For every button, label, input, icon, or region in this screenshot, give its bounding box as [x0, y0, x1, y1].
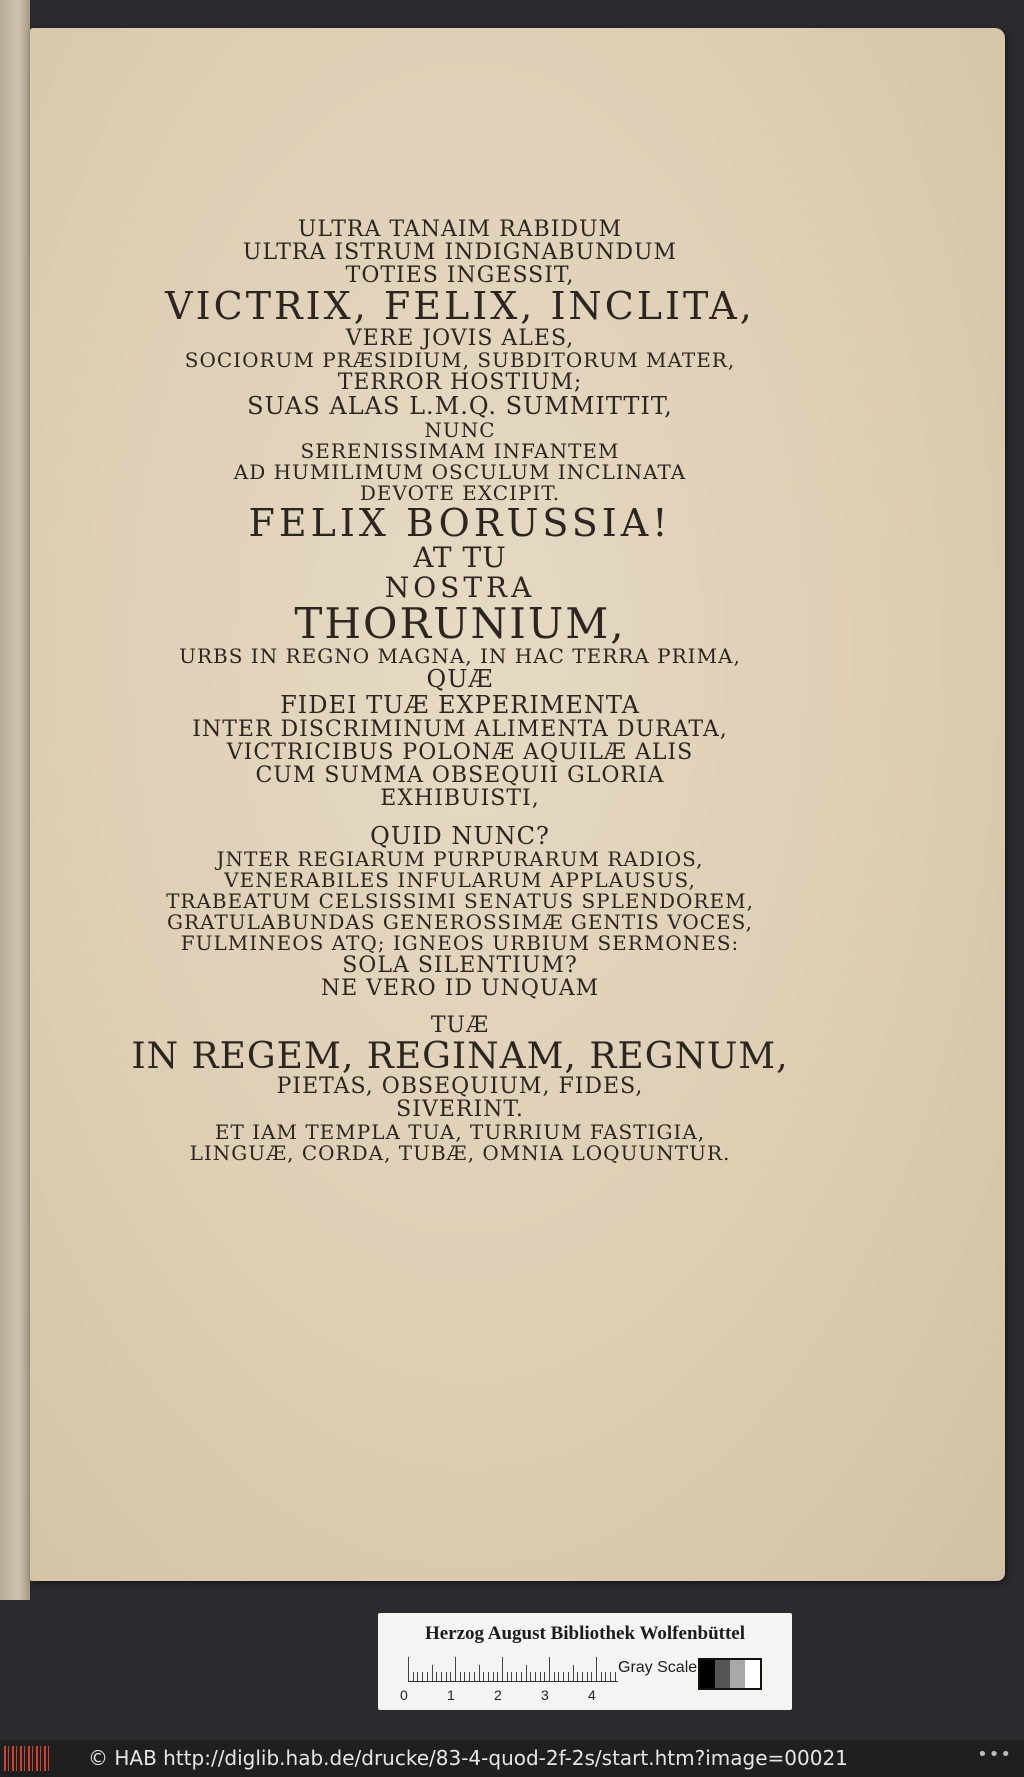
document-page — [30, 28, 1005, 1581]
ruler-tick — [474, 1672, 475, 1681]
ruler-tick — [582, 1672, 583, 1681]
text-line: FELIX BORUSSIA! — [248, 500, 672, 545]
text-line: AT TU — [413, 541, 507, 575]
text-line: INTER DISCRIMINUM ALIMENTA DURATA, — [192, 716, 728, 742]
text-line: ULTRA TANAIM RABIDUM — [297, 217, 623, 242]
ruler-tick — [422, 1672, 423, 1681]
text-line: SERENISSIMAM INFANTEM — [300, 438, 620, 463]
footer-url[interactable]: © HAB http://diglib.hab.de/drucke/83-4-quod-2f-2s/start.htm?image=00021 — [88, 1746, 848, 1770]
ruler-tick — [502, 1657, 503, 1681]
ruler-tick — [605, 1672, 606, 1681]
text-line: SOCIORUM PRÆSIDIUM, SUBDITORUM MATER, — [184, 348, 736, 373]
ruler-tick — [573, 1665, 574, 1681]
ruler-tick — [563, 1672, 564, 1681]
library-name: Herzog August Bibliothek Wolfenbüttel — [424, 1623, 746, 1644]
ruler-number: 4 — [588, 1687, 596, 1703]
ruler-tick — [488, 1672, 489, 1681]
text-line: VICTRIX, FELIX, INCLITA, — [165, 284, 755, 329]
ruler-tick — [554, 1672, 555, 1681]
text-line: TUÆ — [430, 1013, 490, 1039]
ruler-tick — [535, 1672, 536, 1681]
ruler-tick — [526, 1665, 527, 1681]
ruler-tick — [549, 1657, 550, 1681]
text-line: CUM SUMMA OBSEQUII GLORIA — [255, 762, 665, 788]
ruler-tick — [587, 1672, 588, 1681]
gray-patch — [730, 1660, 745, 1688]
ruler-tick — [601, 1672, 602, 1681]
ruler-tick — [455, 1657, 456, 1681]
text-line: QUID NUNC? — [370, 822, 550, 851]
text-line: VERE JOVIS ALES, — [345, 326, 575, 352]
text-line: QUÆ — [426, 665, 494, 694]
text-line: GRATULABUNDAS GENEROSSIMÆ GENTIS VOCES, — [167, 910, 753, 935]
ruler-tick — [417, 1672, 418, 1681]
ruler-numbers — [400, 1687, 630, 1705]
ruler-tick — [441, 1672, 442, 1681]
ruler-tick — [450, 1672, 451, 1681]
barcode-icon — [4, 1746, 50, 1771]
text-line: PIETAS, OBSEQUIUM, FIDES, — [276, 1074, 644, 1100]
ruler-tick — [521, 1672, 522, 1681]
text-line: JNTER REGIARUM PURPURARUM RADIOS, — [216, 847, 704, 872]
ruler-tick — [408, 1657, 409, 1681]
text-line: LINGUÆ, CORDA, TUBÆ, OMNIA LOQUUNTUR. — [189, 1140, 731, 1165]
ruler-tick — [540, 1672, 541, 1681]
gray-scale-patches — [698, 1658, 762, 1690]
text-line: TERROR HOSTIUM; — [337, 370, 583, 396]
ruler-tick — [615, 1672, 616, 1681]
color-scale-card — [378, 1613, 792, 1710]
text-line: SIVERINT. — [396, 1097, 524, 1123]
ruler-tick — [460, 1672, 461, 1681]
text-line: THORUNIUM, — [294, 599, 626, 649]
ruler-tick — [544, 1672, 545, 1681]
ruler-tick — [413, 1672, 414, 1681]
ruler-tick — [469, 1672, 470, 1681]
text-line: ET IAM TEMPLA TUA, TURRIUM FASTIGIA, — [214, 1119, 706, 1144]
ruler-tick — [596, 1657, 597, 1681]
ruler-number: 1 — [447, 1687, 455, 1703]
text-line: FIDEI TUÆ EXPERIMENTA — [280, 690, 640, 719]
gray-patch — [715, 1660, 730, 1688]
ruler-number: 0 — [400, 1687, 408, 1703]
text-line: VENERABILES INFULARUM APPLAUSUS, — [224, 868, 696, 893]
gray-scale-label: Gray Scale — [618, 1659, 698, 1676]
text-line: DEVOTE EXCIPIT. — [359, 480, 561, 505]
text-line: FULMINEOS ATQ; IGNEOS URBIUM SERMONES: — [180, 931, 740, 956]
poem-text — [60, 218, 860, 1164]
footer-url-bar — [0, 1740, 1024, 1777]
ruler-tick — [511, 1672, 512, 1681]
ruler-number: 2 — [494, 1687, 502, 1703]
ruler-tick — [432, 1665, 433, 1681]
text-line: EXHIBUISTI, — [380, 785, 540, 811]
text-line: TRABEATUM CELSISSIMI SENATUS SPLENDOREM, — [166, 889, 754, 914]
text-line: AD HUMILIMUM OSCULUM INCLINATA — [233, 459, 687, 484]
text-line: NE VERO ID UNQUAM — [320, 976, 600, 1002]
ruler-tick — [483, 1672, 484, 1681]
ruler-tick — [497, 1672, 498, 1681]
text-line: VICTRICIBUS POLONÆ AQUILÆ ALIS — [226, 739, 694, 765]
text-line: ULTRA ISTRUM INDIGNABUNDUM — [242, 240, 678, 266]
text-line: SUAS ALAS L.M.Q. SUMMITTIT, — [247, 392, 673, 421]
ruler-tick — [446, 1672, 447, 1681]
text-line: URBS IN REGNO MAGNA, IN HAC TERRA PRIMA, — [179, 644, 741, 669]
gray-patch — [700, 1660, 715, 1688]
ruler-tick — [610, 1672, 611, 1681]
ruler-tick — [436, 1672, 437, 1681]
text-line: SOLA SILENTIUM? — [342, 953, 578, 979]
ruler-tick — [464, 1672, 465, 1681]
ruler-tick — [577, 1672, 578, 1681]
ruler-tick — [558, 1672, 559, 1681]
ruler-tick — [507, 1672, 508, 1681]
ruler-tick — [479, 1665, 480, 1681]
text-line: IN REGEM, REGINAM, REGNUM, — [131, 1035, 789, 1077]
text-line: NUNC — [424, 417, 496, 442]
ruler-tick — [516, 1672, 517, 1681]
ruler-tick — [568, 1672, 569, 1681]
ruler-tick — [591, 1672, 592, 1681]
text-line: NOSTRA — [384, 570, 536, 604]
ruler-tick — [493, 1672, 494, 1681]
text-line: TOTIES INGESSIT, — [345, 263, 575, 289]
ruler-tick — [530, 1672, 531, 1681]
ruler — [408, 1655, 618, 1682]
gray-patch — [745, 1660, 760, 1688]
ruler-tick — [427, 1672, 428, 1681]
more-options-icon[interactable]: ••• — [977, 1744, 1012, 1765]
previous-page-edge — [0, 0, 30, 1600]
ruler-number: 3 — [541, 1687, 549, 1703]
